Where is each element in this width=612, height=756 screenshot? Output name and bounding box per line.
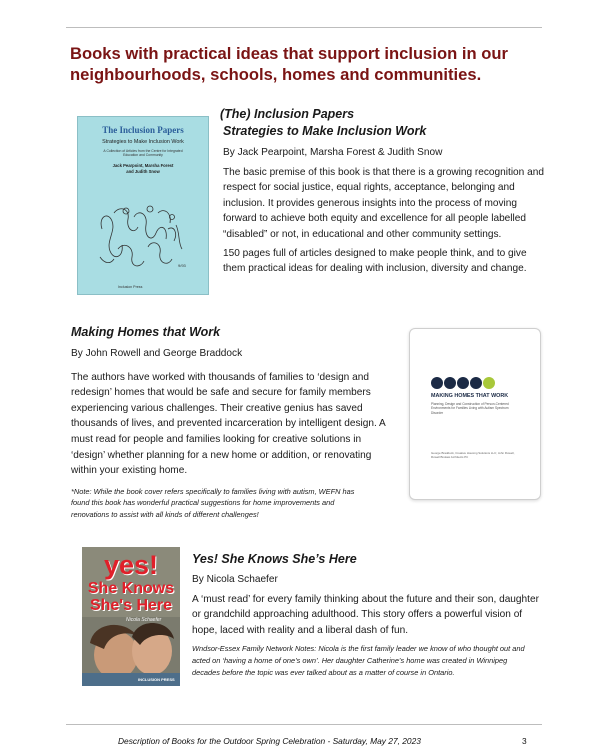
cover-dot [470, 377, 482, 389]
page-footer: Description of Books for the Outdoor Spring Celebration - Saturday, May 27, 2023 [118, 736, 421, 746]
book-making-homes [71, 324, 395, 521]
cover-publisher: Inclusion Press [118, 285, 143, 289]
book-description: The basic premise of this book is that there is a growing recognition and respect for social justice, equal rights, acceptance, belonging and inclusion. It provides generous insights into the process of moving forward to achieve both equity and excellence for all people labelled “disabled” or not, in educational and other community settings. [223, 166, 544, 240]
book-yes-she-knows [192, 551, 546, 678]
svg-text:9/93: 9/93 [178, 263, 186, 268]
yes-she-knows-cover [82, 547, 180, 686]
cover-dots [431, 376, 495, 388]
cover-publisher: INCLUSION PRESS [138, 677, 175, 682]
top-rule [66, 27, 542, 28]
line-drawing-illustration [78, 117, 208, 294]
cover-authors: Jack Pearpoint, Marsha Forest and Judith Snow [112, 163, 174, 174]
book-inclusion-papers [220, 106, 544, 277]
cover-title: MAKING HOMES THAT WORK [431, 393, 509, 399]
cover-subtitle: Planning, Design and Construction of Person-Centered Environments for Families Living with Autism Spectrum Disorder [431, 402, 509, 415]
cover-title: The Inclusion Papers [102, 125, 184, 135]
page-number: 3 [522, 736, 527, 746]
cover-dot [431, 377, 443, 389]
book-description: A ‘must read’ for every family thinking about the future and their son, daughter or grandchild approaching adulthood. This story offers a powerful vision of hope, laced with reality and a liberal dash of fun. [192, 593, 539, 636]
cover-dot [444, 377, 456, 389]
cover-title-yes: yes! [103, 550, 159, 580]
book-title: Making Homes that Work [71, 325, 221, 339]
making-homes-cover [409, 328, 541, 500]
book-description: The authors have worked with thousands of families to ‘design and redesign’ homes that would be safe and secure for family members experiencing various challenges. Their creative genius has saved thousands of lives, and prevented incarceration by intelligent design. A must read for people and families looking for creative solutions in ‘design’ whether planning for a new home or addition, or renovating within your existing home. [71, 371, 386, 477]
page-heading: Books with practical ideas that support inclusion in our neighbourhoods, schools, homes and communities. [70, 44, 508, 84]
book-author: By Jack Pearpoint, Marsha Forest & Judith Snow [223, 147, 443, 158]
book-subtitle: Strategies to Make Inclusion Work [223, 124, 427, 138]
cover-subtitle: Strategies to Make Inclusion Work [102, 139, 184, 145]
book-author: By John Rowell and George Braddock [71, 348, 243, 359]
book-note: Wndsor-Essex Family Network Notes: Nicola is the first family leader we know of who thought out and acted on ‘having a home of one’s own’. Her daughter Catherine’s home was created in Winnipeg decades before the topic was ever talked about as a matter of course in Ontario. [192, 644, 525, 677]
cover-title-line3: She's Here [89, 597, 173, 614]
cover-title-line2: She Knows [87, 580, 175, 597]
cover-dot [457, 377, 469, 389]
book-author: By Nicola Schaefer [192, 574, 278, 585]
book-title: Yes! She Knows She’s Here [192, 552, 357, 566]
book-note: *Note: While the book cover refers specifically to families living with autism, WEFN has found this book has wonderful practical suggestions for home improvements and renovations to assist with all kinds of different challenges! [71, 486, 355, 519]
cover-author: Nicola Schaefer [126, 617, 162, 623]
book-title: (The) Inclusion Papers [220, 107, 355, 121]
inclusion-papers-cover [77, 116, 209, 295]
cover-tagline: A Collection of Articles from the Centre for Integrated Education and Community [103, 149, 183, 158]
bottom-rule [66, 724, 542, 725]
cover-authors: George Braddock, Creative Housing Solutions LLC; John Rowell, Rowell Brokaw Architects PC [431, 451, 515, 459]
cover-dot-accent [483, 377, 495, 389]
book-description: 150 pages full of articles designed to make people think, and to give them practical ideas for dealing with inclusion, diversity and change. [223, 247, 527, 275]
